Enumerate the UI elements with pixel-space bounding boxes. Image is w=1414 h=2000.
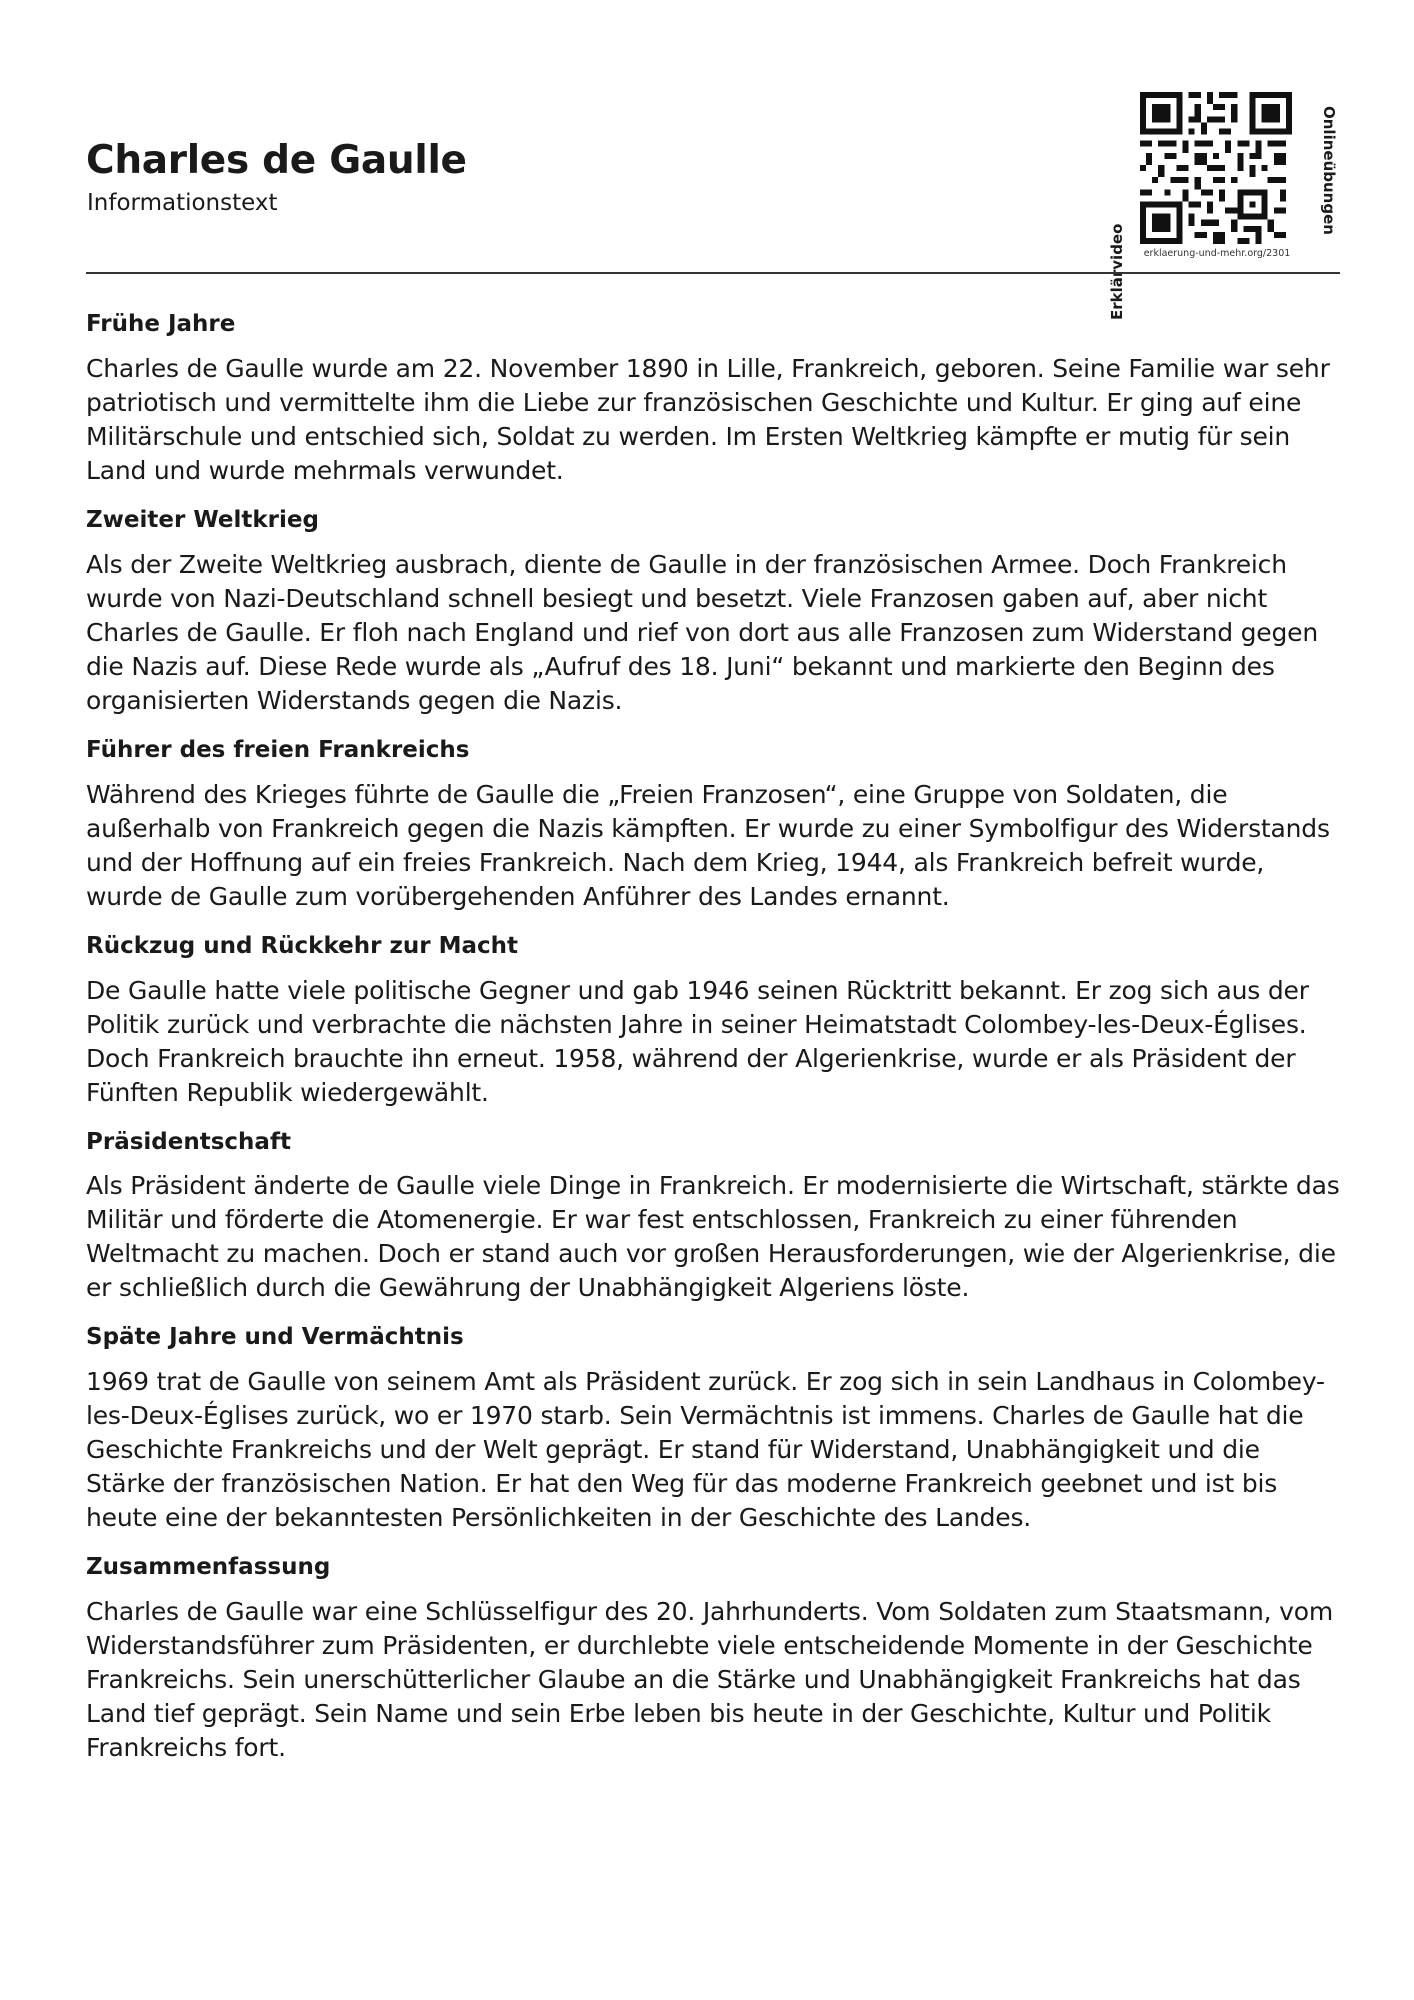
page-title: Charles de Gaulle [86,138,467,183]
page-subtitle: Informationstext [87,190,278,216]
section-text: Als Präsident änderte de Gaulle viele Dinge in Frankreich. Er modernisierte die Wirtschaft, stärkte das Militär und förderte die Atomenergie. Er war fest entschlossen, Frankreich zu einer führenden Weltmacht zu machen. Doch er stand auch vor großen Herausforderungen, wie der Algerienkrise, die er schließlich durch die Gewährung der Unabhängigkeit Algeriens löste. [86,1171,1340,1303]
section-heading: Zusammenfassung [86,1554,331,1581]
section-text: Während des Krieges führte de Gaulle die „Freien Franzosen“, eine Gruppe von Soldaten, die außerhalb von Frankreich gegen die Nazis kämpften. Er wurde zu einer Symbolfigur des Widerstands und der Hoffnung auf ein freies Frankreich. Nach dem Krieg, 1944, als Frankreich befreit wurde, wurde de Gaulle zum vorübergehenden Anführer des Landes ernannt. [86,779,1330,911]
section-text: 1969 trat de Gaulle von seinem Amt als Präsident zurück. Er zog sich in sein Landhaus in Colombey-les-Deux-Églises zurück, wo er 1970 starb. Sein Vermächtnis ist immens. Charles de Gaulle hat die Geschichte Frankreichs und der Welt geprägt. Er stand für Widerstand, Unabhängigkeit und die Stärke der französischen Nation. Er hat den Weg für das moderne Frankreich geebnet und ist bis heute eine der bekanntesten Persönlichkeiten in der Geschichte des Landes. [86,1367,1325,1533]
section-text: De Gaulle hatte viele politische Gegner und gab 1946 seinen Rücktritt bekannt. Er zog sich aus der Politik zurück und verbrachte die nächsten Jahre in seiner Heimatstadt Colombey-les-Deux-Églises. Doch Frankreich brauchte ihn erneut. 1958, während der Algerienkrise, wurde er als Präsident der Fünften Republik wiedergewählt. [86,975,1309,1107]
qr-left-label: Erklärvideo [1108,223,1126,320]
qr-code-icon[interactable] [1140,92,1292,244]
section-text: Charles de Gaulle wurde am 22. November 1890 in Lille, Frankreich, geboren. Seine Familie war sehr patriotisch und vermittelte ihm die Liebe zur französischen Geschichte und Kultur. Er ging auf eine Militärschule und entschied sich, Soldat zu werden. Im Ersten Weltkrieg kämpfte er mutig für sein Land und wurde mehrmals verwundet. [86,353,1330,485]
qr-url: erklaerung-und-mehr.org/2301 [1143,248,1291,259]
qr-right-label: Onlineübungen [1320,106,1338,235]
section-rueckzug-rueckkehr [86,932,1346,1110]
section-heading: Zweiter Weltkrieg [86,506,319,533]
section-heading: Führer des freien Frankreichs [86,736,470,763]
section-heading: Präsidentschaft [86,1128,291,1155]
section-spaete-jahre [86,1323,1346,1535]
section-praesidentschaft [86,1128,1346,1306]
section-fruehe-jahre [86,310,1346,488]
section-zweiter-weltkrieg [86,506,1346,718]
section-heading: Rückzug und Rückkehr zur Macht [86,932,519,959]
main-content [86,310,1346,1783]
section-zusammenfassung [86,1553,1346,1765]
section-heading: Späte Jahre und Vermächtnis [86,1324,464,1351]
section-text: Als der Zweite Weltkrieg ausbrach, diente de Gaulle in der französischen Armee. Doch Frankreich wurde von Nazi-Deutschland schnell besiegt und besetzt. Viele Franzosen gaben auf, aber nicht Charles de Gaulle. Er floh nach England und rief von dort aus alle Franzosen zum Widerstand gegen die Nazis auf. Diese Rede wurde als „Aufruf des 18. Juni“ bekannt und markierte den Beginn des organisierten Widerstands gegen die Nazis. [86,549,1318,715]
header-divider [86,272,1340,274]
section-text: Charles de Gaulle war eine Schlüsselfigur des 20. Jahrhunderts. Vom Soldaten zum Staatsmann, vom Widerstandsführer zum Präsidenten, er durchlebte viele entscheidende Momente in der Geschichte Frankreichs. Sein unerschütterlicher Glaube an die Stärke und Unabhängigkeit Frankreichs hat das Land tief geprägt. Sein Name und sein Erbe leben bis heute in der Geschichte, Kultur und Politik Frankreichs fort. [86,1597,1333,1763]
section-heading: Frühe Jahre [86,311,236,337]
section-fuehrer-freies-frankreich [86,736,1346,914]
qr-code-block [1100,92,1340,320]
